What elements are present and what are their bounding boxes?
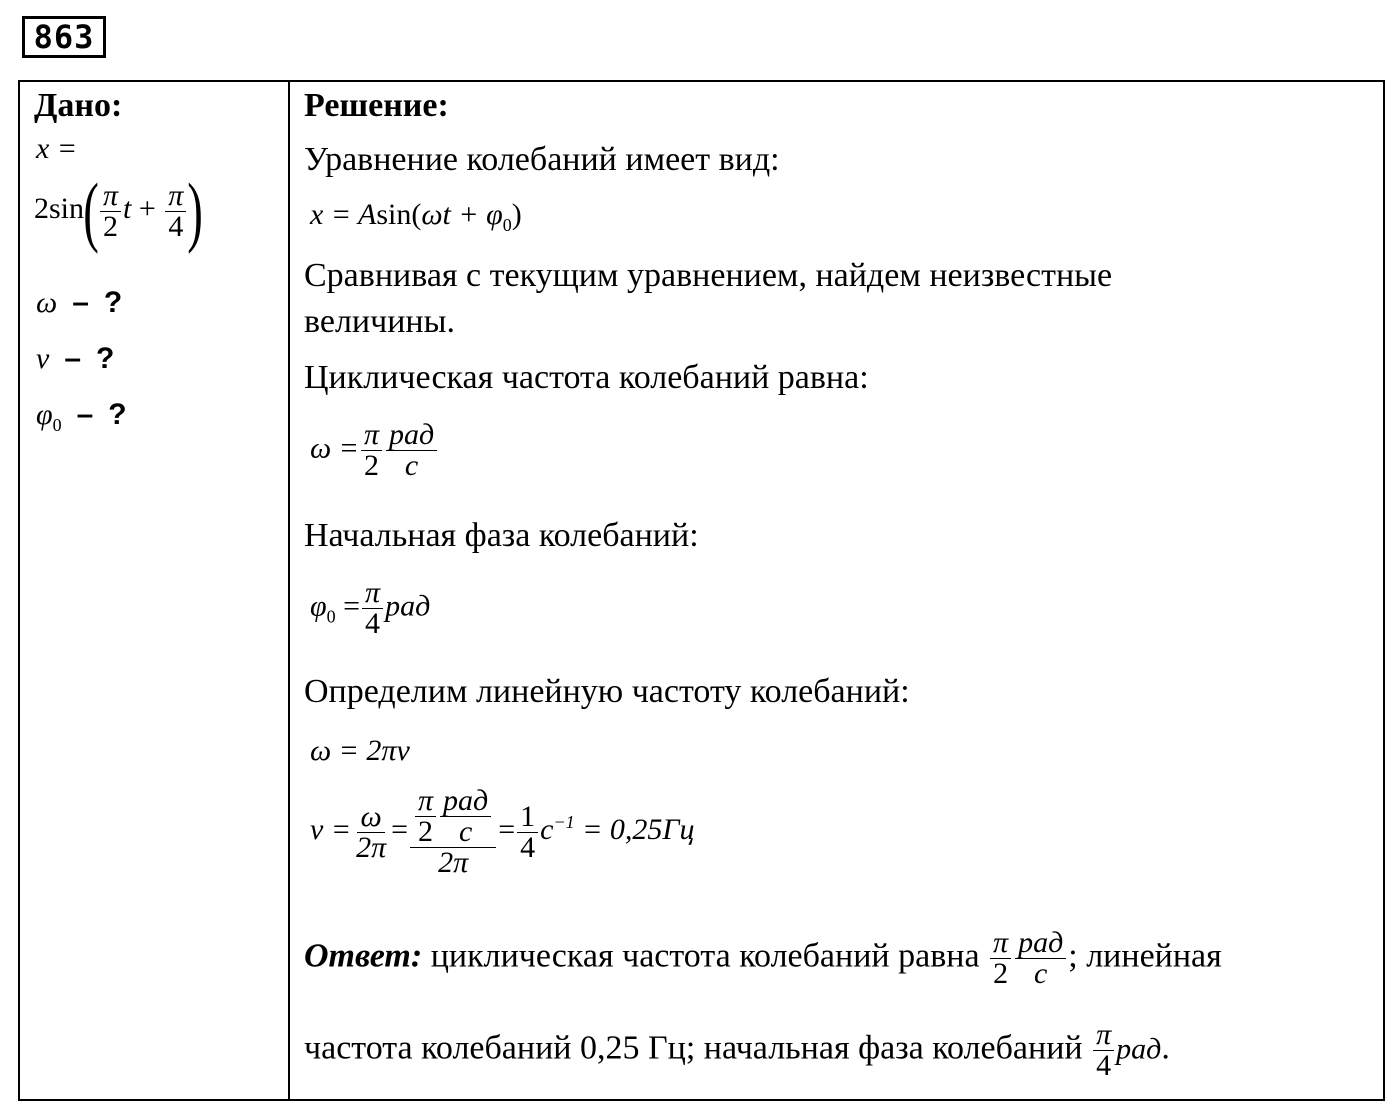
solution-line-2a: Сравнивая с текущим уравнением, найдем неизвестные: [304, 257, 1113, 294]
fraction-pi-4: $\frac{\pi}{4}$: [165, 181, 186, 242]
equation-general: $x = Asin(\omega t + \varphi_0)$: [310, 198, 522, 235]
answer-line-2: частота колебаний 0,25 Гц; начальная фаза колебаний $\frac{\pi}{4}$ рад.: [304, 1018, 1170, 1082]
unknown-omega: ω – ?: [36, 286, 123, 319]
solution-line-4: Начальная фаза колебаний:: [304, 517, 699, 554]
left-paren: (: [83, 167, 99, 254]
plus: +: [138, 191, 156, 225]
solution-line-1: Уравнение колебаний имеет вид:: [304, 141, 780, 178]
answer-line-1: Ответ: циклическая частота колебаний равна $\frac{\pi}{2}$ $\frac{\text{рад}}{с}$ ; линейная: [304, 926, 1222, 990]
equation-phi0: $\varphi_0$ = $\frac{\pi}{4}$ рад: [310, 576, 431, 640]
given-equation-rhs: [34, 167, 204, 254]
coef: 2: [34, 191, 49, 225]
var-t: t: [123, 191, 132, 225]
given-equation-lhs: x =: [36, 132, 78, 165]
column-divider: [288, 80, 290, 1101]
problem-number: 863: [22, 16, 106, 58]
unknown-nu: ν – ?: [36, 342, 115, 375]
equation-omega-nu: ω = 2πν: [310, 734, 410, 767]
solution-line-5: Определим линейную частоту колебаний:: [304, 673, 910, 710]
solution-heading: Решение:: [304, 87, 449, 124]
equation-nu: ν = $\frac{\omega}{2\pi}$ = $\frac{\pi}{2}$ $\frac{\text{рад}}{с}$ 2π = $\frac{1}{4}$ $c^{-1} = 0,25Гц$: [310, 784, 695, 879]
sin-func: sin: [49, 191, 85, 225]
fraction-pi-2: $\frac{\pi}{2}$: [100, 181, 121, 242]
unknown-phi0: $\varphi_0$ – ?: [36, 398, 127, 435]
solution-line-3: Циклическая частота колебаний равна:: [304, 359, 869, 396]
right-paren: ): [187, 167, 204, 254]
given-heading: Дано:: [34, 87, 123, 124]
equation-omega: ω = $\frac{\pi}{2}$ $\frac{\text{рад}}{с}$: [310, 420, 439, 481]
solution-line-2b: величины.: [304, 303, 455, 340]
